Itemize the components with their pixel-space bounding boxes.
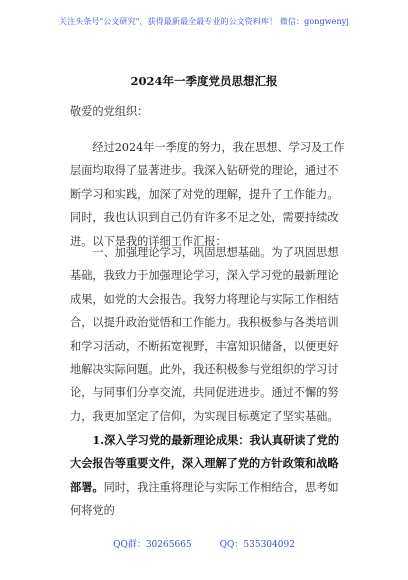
paragraph-subsection-one <box>70 429 346 523</box>
subsection-continuation: 同时，我注重将理论与实际工作相结合，思考如何将党的 <box>70 480 339 518</box>
paragraph-intro: 经过2024年一季度的努力，我在思想、学习及工作层面均取得了显著进步。我深入钻研党的理论，通过不断学习和实践，加深了对党的理解，提升了工作能力。同时，我也认识到自己仍有许多不足之处，需要持续改进。以下是我的详细工作汇报： <box>70 141 345 248</box>
document-title: 2024年一季度党员思想汇报 <box>130 74 278 88</box>
footer-qq: QQ：535304092 <box>219 540 295 550</box>
header-banner: 关注头条号"公文研究"，获得最新最全最专业的公文资料库！ 微信：gongwenyj <box>59 17 349 26</box>
salutation: 敬爱的党组织： <box>70 105 149 118</box>
footer-contact <box>0 537 408 550</box>
subsection-lead-bold: 1.深入学习党的最新理论成果：我认真研读了党的大会报告等重要文件，深入理解了党的方针政策和战略部署。 <box>70 433 340 494</box>
footer-qq-group: QQ群：30265665 <box>113 540 192 550</box>
paragraph-section-one: 一、加强理论学习，巩固思想基础。为了巩固思想基础，我致力于加强理论学习，深入学习党的最新理论成果，如党的大会报告。我努力将理论与实际工作相结合，以提升政治觉悟和工作能力。我积极参与各类培训和学习活动，不断拓宽视野，丰富知识储备，以便更好地解决实际问题。此外，我还积极参与党组织的学习讨论，与同事们分享交流，共同促进进步。通过不懈的努力，我更加坚定了信仰，为实现目标奠定了坚实基础。 <box>70 246 339 423</box>
